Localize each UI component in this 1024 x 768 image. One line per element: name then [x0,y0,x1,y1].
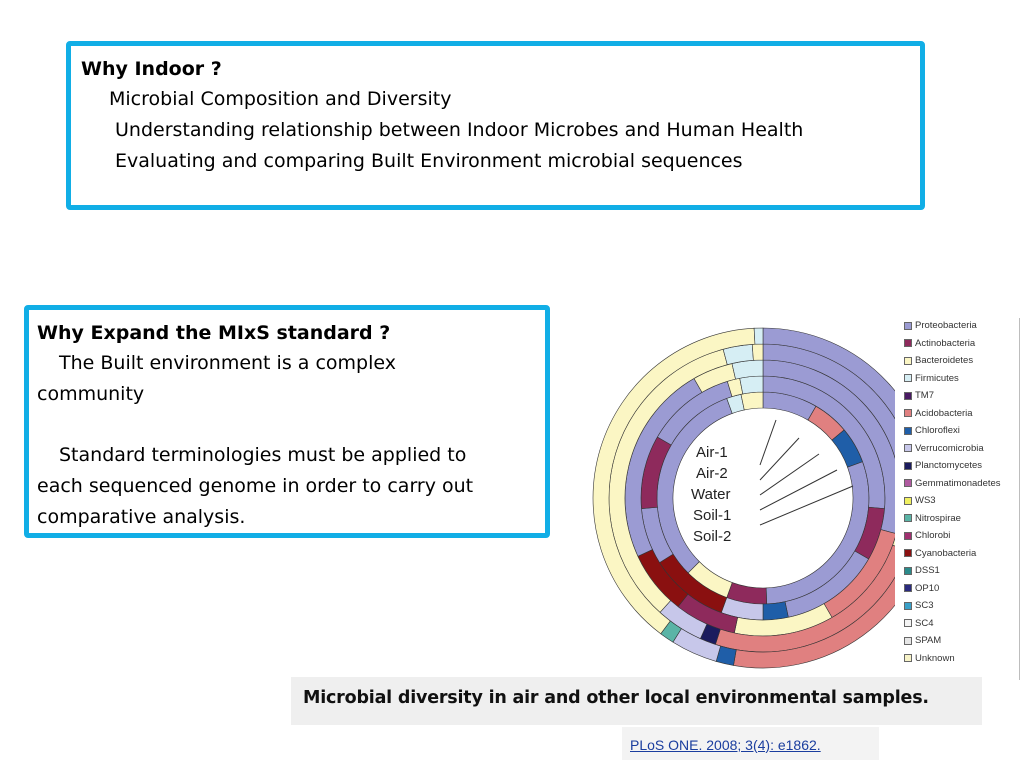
legend-item [904,653,955,664]
legend-swatch [904,637,912,645]
figure-caption-band [291,677,982,725]
legend-swatch [904,444,912,452]
ring-label-air-1: Air-1 [696,444,728,461]
legend-swatch [904,374,912,382]
legend-swatch [904,654,912,662]
legend-label: TM7 [915,390,934,401]
legend-label: Unknown [915,652,955,664]
legend-swatch [904,427,912,435]
ring-segment-bacteroidetes [741,392,763,410]
mixs-point-terminology: Standard terminologies must be applied to [59,444,467,466]
legend-item [904,390,934,401]
legend-item [904,460,982,471]
pointer-line-soil-1 [760,470,837,510]
legend-label: Nitrospirae [915,512,961,524]
pointer-line-air-1 [760,420,776,465]
mixs-point-terminology-cont2: comparative analysis. [37,506,246,528]
legend-label: Proteobacteria [915,320,977,331]
why-expand-mixs-box [24,305,550,538]
phylum-legend [898,318,1020,680]
citation-link[interactable]: PLoS ONE. 2008; 3(4): e1862. [630,737,821,753]
why-expand-heading: Why Expand the MIxS standard ? [37,322,391,344]
legend-label: Bacteroidetes [915,355,974,366]
ring-segment-firmicutes [732,360,763,379]
legend-swatch [904,462,912,470]
legend-swatch [904,497,912,505]
figure-caption: Microbial diversity in air and other local environmental samples. [303,688,929,708]
mixs-point-complex: The Built environment is a complex [59,352,396,374]
legend-item [904,530,950,541]
legend-label: Verrucomicrobia [915,442,984,454]
ring-label-soil-1: Soil-1 [693,507,732,524]
legend-label: Gemmatimonadetes [915,477,1001,489]
legend-item [904,495,936,506]
legend-swatch [904,514,912,522]
legend-swatch [904,479,912,487]
legend-item [904,583,939,594]
legend-swatch [904,549,912,557]
legend-item [904,355,973,366]
legend-item [904,408,973,419]
why-indoor-box [66,41,925,210]
legend-label: Actinobacteria [915,337,976,349]
legend-label: Acidobacteria [915,407,973,419]
ring-segment-chloroflexi [763,602,788,620]
legend-item [904,635,941,646]
why-indoor-heading: Why Indoor ? [81,58,222,80]
legend-item [904,320,977,331]
pointer-line-water [760,454,819,495]
legend-label: Cyanobacteria [915,547,977,559]
pointer-line-air-2 [760,438,799,480]
legend-swatch [904,392,912,400]
pointer-line-soil-2 [760,486,853,525]
legend-swatch [904,409,912,417]
ring-label-air-2: Air-2 [696,465,728,482]
legend-swatch [904,619,912,627]
legend-label: SC4 [915,617,934,629]
legend-label: Chlorobi [915,530,951,541]
legend-item [904,600,933,611]
microbial-diversity-ring-chart [555,310,895,670]
legend-item [904,443,984,454]
legend-swatch [904,357,912,365]
citation-band [622,727,879,760]
legend-item [904,373,959,384]
indoor-point-composition: Microbial Composition and Diversity [109,88,452,110]
legend-label: DSS1 [915,565,940,576]
legend-item [904,565,940,576]
legend-label: WS3 [915,495,936,506]
legend-swatch [904,322,912,330]
legend-label: Planctomycetes [915,460,983,471]
legend-swatch [904,567,912,575]
ring-segment-bacteroidetes [752,344,763,360]
ring-segments [593,328,895,668]
legend-item [904,338,975,349]
legend-item [904,618,933,629]
legend-item [904,425,960,436]
mixs-point-complex-cont: community [37,383,145,405]
ring-label-water: Water [691,486,731,503]
legend-item [904,513,961,524]
legend-swatch [904,584,912,592]
legend-item [904,478,1001,489]
legend-item [904,548,976,559]
ring-segment-firmicutes [754,328,763,344]
legend-swatch [904,339,912,347]
ring-segment-firmicutes [740,376,763,394]
legend-label: SC3 [915,600,934,611]
indoor-point-sequences: Evaluating and comparing Built Environment microbial sequences [115,150,743,172]
legend-label: OP10 [915,582,940,594]
legend-swatch [904,532,912,540]
indoor-point-health: Understanding relationship between Indoor Microbes and Human Health [115,119,804,141]
legend-label: Chloroflexi [915,425,960,436]
legend-swatch [904,602,912,610]
ring-label-soil-2: Soil-2 [693,528,732,545]
mixs-point-terminology-cont1: each sequenced genome in order to carry out [37,475,474,497]
legend-label: SPAM [915,635,942,646]
legend-label: Firmicutes [915,372,959,384]
